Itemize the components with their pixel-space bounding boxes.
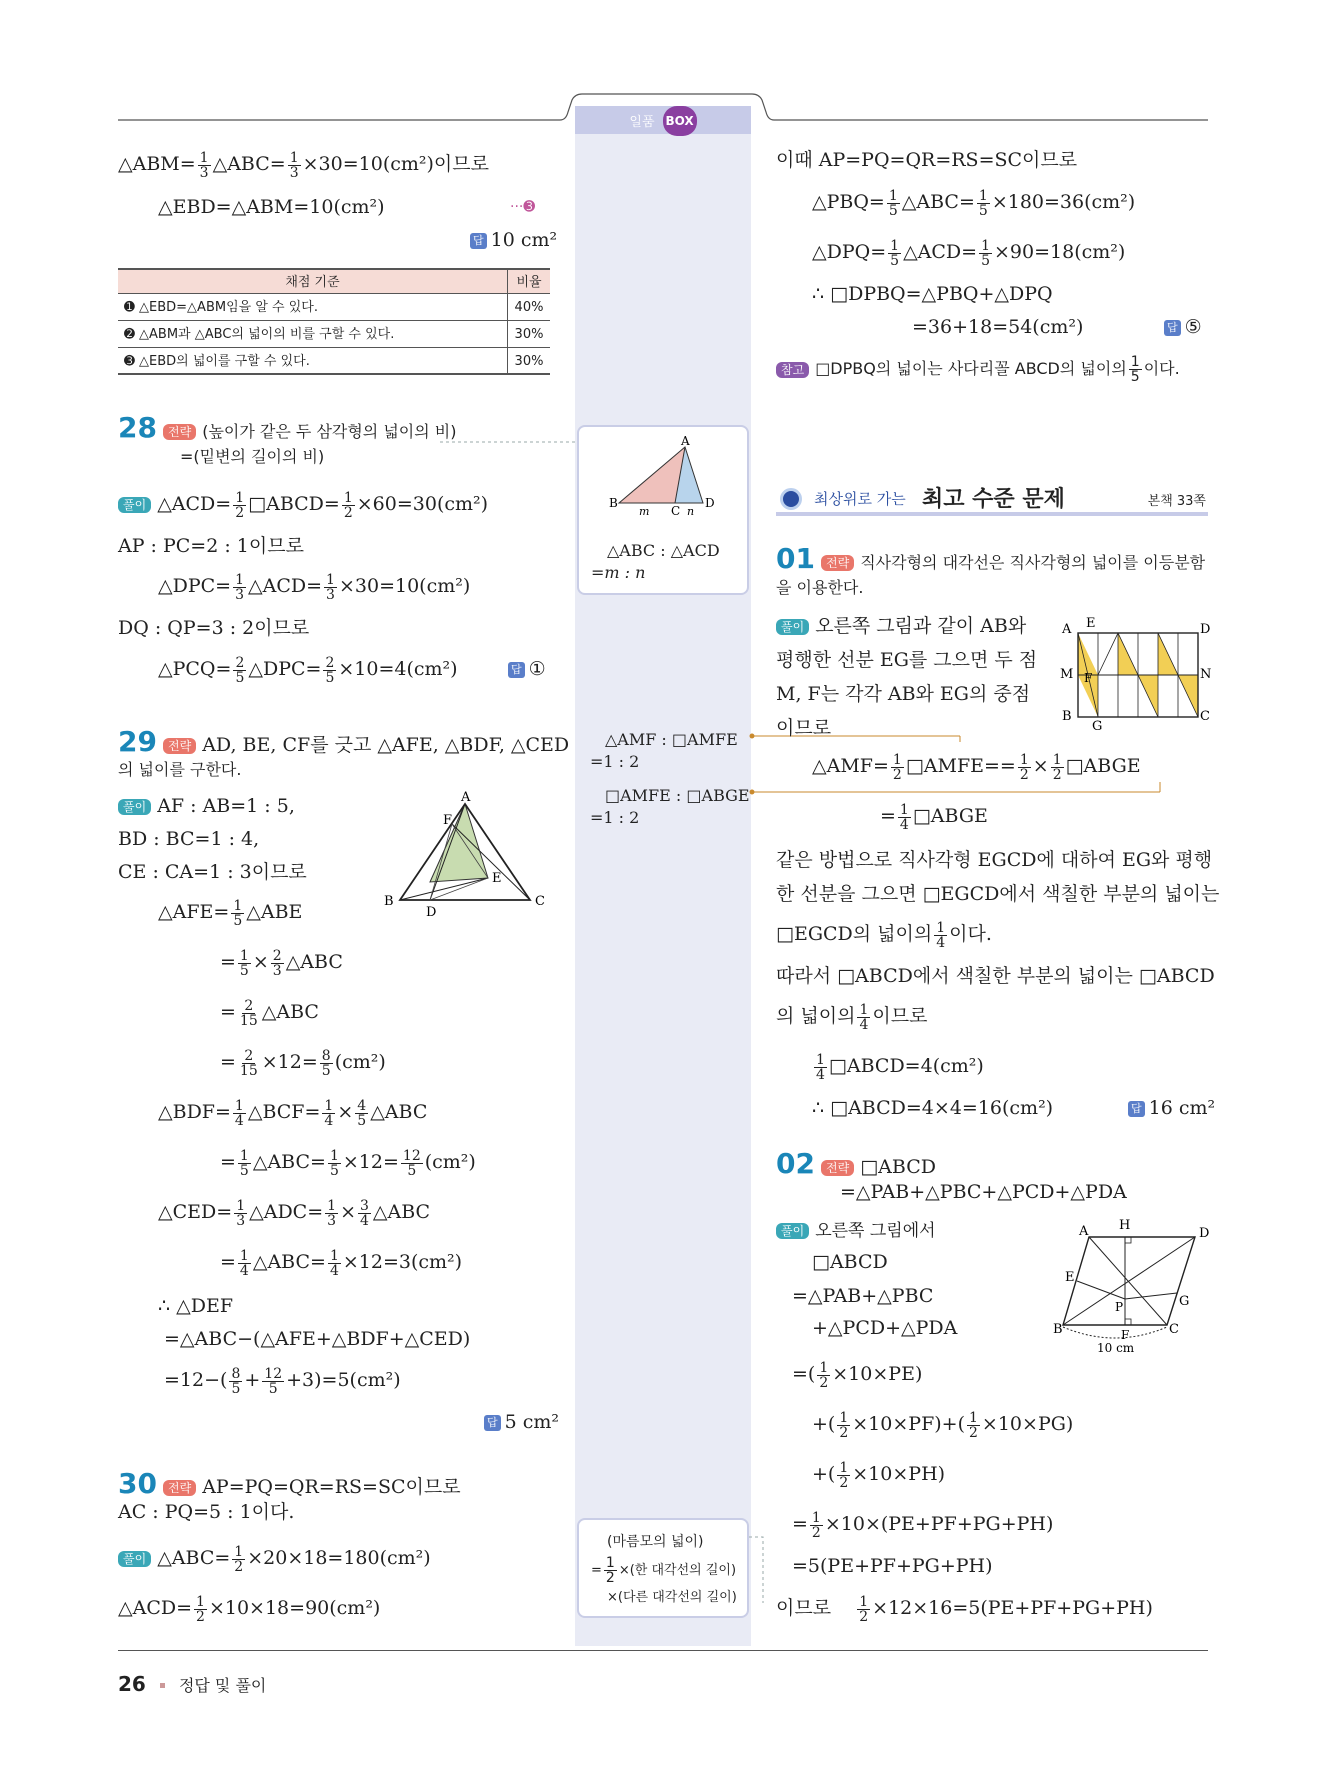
svg-text:A: A	[1079, 1224, 1089, 1239]
svg-text:D: D	[1199, 1226, 1210, 1241]
q01-final-2: ∴ □ABCD=4×4=16(cm²)	[812, 1097, 1054, 1119]
p29-def-2: =△ABC−(△AFE+△BDF+△CED)	[164, 1328, 471, 1350]
q02-line-9: =5(PE+PF+PG+PH)	[792, 1555, 993, 1577]
p28-line-4: DQ : QP=3 : 2이므로	[118, 617, 310, 639]
table-header-criteria: 채점 기준	[118, 270, 508, 293]
ratio-note-2: =m : n	[591, 563, 646, 582]
ratio-note-box	[577, 425, 749, 595]
p29-line-1: 풀이 AF : AB=1 : 5,	[118, 792, 295, 820]
footer-rule	[118, 1650, 1208, 1651]
p29-ced-2: = $\frac{1}{4}$ △ABC= $\frac{1}{4}$ ×12=3(cm²)	[220, 1247, 463, 1279]
svg-text:E: E	[1065, 1270, 1075, 1285]
rhombus-note-3: ×(다른 대각선의 길이)	[607, 1590, 737, 1605]
q01-eq-2: = $\frac{1}{4}$ □ABGE	[880, 801, 988, 833]
right-line-5: =36+18=54(cm²)	[912, 316, 1084, 338]
p28-line-5: △PCQ= $\frac{2}{5}$ △DPC= $\frac{2}{5}$ ×10=4(cm²)	[158, 654, 458, 686]
q02-line-5: =( $\frac{1}{2}$ ×10×PE)	[792, 1359, 923, 1391]
p29-ced-1: △CED= $\frac{1}{3}$ △ADC= $\frac{1}{3}$ × $\frac{3}{4}$ △ABC	[158, 1197, 431, 1229]
rectangle-abcd-figure	[1058, 615, 1218, 734]
q01-para-5: 의 넓이의 $\frac{1}{4}$ 이므로	[776, 1001, 928, 1033]
right-line-3: △DPQ= $\frac{1}{5}$ △ACD= $\frac{1}{5}$ ×90=18(cm²)	[812, 237, 1126, 269]
amf-note-1: △AMF : □AMFE	[605, 730, 738, 749]
q01-line-3: M, F는 각각 AB와 EG의 중점	[776, 683, 1031, 705]
rhombus-note-1: (마름모의 넓이)	[607, 1534, 704, 1550]
p29-line-3: CE : CA=1 : 3이므로	[118, 861, 307, 883]
p29-afe-4: = $\frac{2}{15}$ ×12= $\frac{8}{5}$ (cm²)	[220, 1047, 386, 1079]
p29-def-3: =12−( $\frac{8}{5}$ + $\frac{12}{5}$ +3)=5(cm²)	[164, 1365, 401, 1397]
q01-para-3: □EGCD의 넓이의 $\frac{1}{4}$ 이다.	[776, 919, 992, 951]
q01-strategy-2: 을 이용한다.	[776, 578, 864, 597]
right-line-2: △PBQ= $\frac{1}{5}$ △ABC= $\frac{1}{5}$ ×180=36(cm²)	[812, 187, 1136, 219]
q01-line-1: 풀이 오른쪽 그림과 같이 AB와	[776, 612, 1026, 640]
problem-30-strategy-2: AC : PQ=5 : 1이다.	[118, 1501, 295, 1523]
footer	[118, 1670, 266, 1700]
q02-line-4: +△PCD+△PDA	[812, 1317, 958, 1339]
problem-28-strategy-2: =(밑변의 길이의 비)	[180, 447, 325, 466]
reference-note: 참고 □DPBQ의 넓이는 사다리꼴 ABCD의 넓이의 $\frac{1}{5}$ 이다.	[776, 355, 1180, 384]
left-line-2: △EBD=△ABM=10(cm²)	[158, 196, 385, 218]
q02-line-6: +( $\frac{1}{2}$ ×10×PF)+( $\frac{1}{2}$ ×10×PG)	[812, 1409, 1074, 1441]
p28-line-3: △DPC= $\frac{1}{3}$ △ACD= $\frac{1}{3}$ ×30=10(cm²)	[158, 571, 471, 603]
svg-text:G: G	[1179, 1294, 1190, 1309]
rhombus-note-2: = $\frac{1}{2}$ ×(한 대각선의 길이)	[591, 1555, 737, 1586]
p30-line-1: 풀이 △ABC= $\frac{1}{2}$ ×20×18=180(cm²)	[118, 1544, 431, 1574]
footer-title: 정답 및 풀이	[178, 1676, 267, 1695]
q01-para-1: 같은 방법으로 직사각형 EGCD에 대하여 EG와 평행	[776, 849, 1213, 871]
box-header	[575, 106, 751, 134]
p28-answer: 답 ①	[508, 655, 546, 683]
q01-para-2: 한 선분을 그으면 □EGCD에서 색칠한 부분의 넓이는	[776, 883, 1220, 905]
ratio-note-1: △ABC : △ACD	[607, 541, 720, 560]
svg-text:A: A	[1062, 622, 1072, 637]
q01-line-2: 평행한 선분 EG를 그으면 두 점	[776, 649, 1038, 671]
box-badge: BOX	[663, 106, 697, 136]
section-dot-icon	[780, 488, 802, 510]
q02-line-10: 이므로 $\frac{1}{2}$ ×12×16=5(PE+PF+PG+PH)	[776, 1593, 1153, 1625]
svg-text:N: N	[1200, 667, 1212, 682]
svg-text:G: G	[1092, 719, 1103, 734]
q01-header: 01 전략 직사각형의 대각선은 직사각형의 넓이를 이등분함	[776, 542, 1206, 575]
svg-text:C: C	[671, 504, 681, 518]
q01-para-4: 따라서 □ABCD에서 색칠한 부분의 넓이는 □ABCD	[776, 965, 1215, 987]
rhombus-note-box	[577, 1518, 749, 1618]
amfe-note-1: □AMFE : □ABGE	[605, 786, 750, 805]
svg-text:E: E	[1086, 616, 1096, 631]
q01-answer: 답 16 cm²	[1128, 1094, 1215, 1122]
page-number: 26	[118, 1672, 146, 1696]
svg-text:M: M	[1060, 667, 1074, 682]
p29-def-1: ∴ △DEF	[158, 1295, 234, 1317]
answer-box: 답 10 cm²	[470, 226, 557, 254]
p28-line-2: AP : PC=2 : 1이므로	[118, 535, 304, 557]
svg-text:B: B	[609, 496, 618, 510]
right-line-4: ∴ □DPBQ=△PBQ+△DPQ	[812, 283, 1053, 305]
p29-bdf-1: △BDF= $\frac{1}{4}$ △BCF= $\frac{1}{4}$ × $\frac{4}{5}$ △ABC	[158, 1097, 428, 1129]
problem-30-header: 30 전략 AP=PQ=QR=RS=SC이므로	[118, 1467, 461, 1500]
dashed-connector	[440, 440, 580, 444]
step-marker-3: ···➌	[510, 199, 536, 215]
amf-note-2: =1 : 2	[590, 752, 640, 771]
svg-text:P: P	[1115, 1300, 1124, 1314]
svg-text:m: m	[639, 505, 650, 518]
svg-text:C: C	[535, 894, 545, 909]
svg-text:D: D	[705, 496, 715, 510]
section-pre: 최상위로 가는	[814, 490, 906, 508]
p29-line-2: BD : BC=1 : 4,	[118, 828, 260, 850]
right-line-1: 이때 AP=PQ=QR=RS=SC이므로	[776, 149, 1078, 171]
problem-28-header: 28 전략 (높이가 같은 두 삼각형의 넓이의 비)	[118, 411, 457, 444]
p30-answer: 답 ⑤	[1164, 313, 1202, 341]
svg-text:B: B	[384, 894, 394, 909]
svg-text:B: B	[1062, 709, 1072, 724]
svg-text:D: D	[1200, 622, 1211, 637]
section-header	[776, 480, 1208, 516]
p28-line-1: 풀이 △ACD= $\frac{1}{2}$ □ABCD= $\frac{1}{2}$ ×60=30(cm²)	[118, 490, 488, 520]
middle-column-band	[575, 106, 751, 1646]
q02-line-8: = $\frac{1}{2}$ ×10×(PE+PF+PG+PH)	[792, 1509, 1054, 1541]
table-row: ➋ △ABM과 △ABC의 넓이의 비를 구할 수 있다.	[118, 321, 508, 347]
p29-answer: 답 5 cm²	[484, 1408, 559, 1436]
section-ref: 본책 33쪽	[1147, 494, 1206, 509]
svg-text:D: D	[426, 905, 437, 920]
q02-line-1: 풀이 오른쪽 그림에서	[776, 1216, 936, 1245]
section-title: 최고 수준 문제	[922, 487, 1065, 512]
q01-final-1: $\frac{1}{4}$ □ABCD=4(cm²)	[816, 1051, 984, 1083]
svg-text:F: F	[443, 813, 453, 828]
scoring-table: 채점 기준 비율 ➊ △EBD=△ABM임을 알 수 있다. 40% ➋ △ABM과 △ABC의 넓이의 비를 구할 수 있다. 30% ➌ △EBD의 넓이를 구할 수 있다. 30%	[118, 268, 550, 375]
p30-line-2: △ACD= $\frac{1}{2}$ ×10×18=90(cm²)	[118, 1593, 381, 1625]
svg-text:A: A	[461, 790, 471, 805]
p29-afe-1: △AFE= $\frac{1}{5}$ △ABE	[158, 897, 303, 929]
table-header-ratio: 비율	[516, 275, 542, 290]
parallelogram-figure	[1055, 1215, 1215, 1355]
svg-text:C: C	[1200, 709, 1210, 724]
q02-line-7: +( $\frac{1}{2}$ ×10×PH)	[812, 1459, 946, 1491]
q01-line-4: 이므로	[776, 717, 832, 739]
svg-text:H: H	[1119, 1218, 1131, 1233]
svg-text:E: E	[492, 871, 502, 886]
q02-line-3: =△PAB+△PBC	[792, 1285, 934, 1307]
svg-text:A: A	[681, 434, 690, 448]
p29-afe-2: = $\frac{1}{5}$ × $\frac{2}{3}$ △ABC	[220, 947, 343, 979]
table-row: ➊ △EBD=△ABM임을 알 수 있다.	[118, 294, 508, 320]
svg-text:B: B	[1053, 1322, 1063, 1337]
p29-afe-3: = $\frac{2}{15}$ △ABC	[220, 997, 319, 1029]
q02-line-2: □ABCD	[812, 1251, 888, 1273]
svg-text:F: F	[1084, 671, 1093, 685]
q01-eq-1: △AMF= $\frac{1}{2}$ □AMFE== $\frac{1}{2}$ × $\frac{1}{2}$ □ABGE	[812, 751, 1141, 783]
triangle-abcd-figure	[609, 434, 729, 518]
problem-29-strategy-2: 의 넓이를 구한다.	[118, 760, 242, 779]
rhombus-connector	[749, 1535, 769, 1605]
svg-text:10 cm: 10 cm	[1097, 1341, 1135, 1355]
svg-text:C: C	[1169, 1322, 1179, 1337]
q02-strategy-2: =△PAB+△PBC+△PCD+△PDA	[840, 1181, 1127, 1203]
svg-text:n: n	[687, 505, 695, 518]
table-row: ➌ △EBD의 넓이를 구할 수 있다.	[118, 348, 508, 373]
svg-text:F: F	[1121, 1328, 1130, 1342]
amfe-note-2: =1 : 2	[590, 808, 640, 827]
p29-bdf-2: = $\frac{1}{5}$ △ABC= $\frac{1}{5}$ ×12= $\frac{12}{5}$ (cm²)	[220, 1147, 476, 1179]
triangle-def-figure	[380, 790, 550, 920]
problem-29-header: 29 전략 AD, BE, CF를 긋고 △AFE, △BDF, △CED	[118, 725, 570, 758]
box-label: 일품	[629, 115, 655, 130]
left-line-1: △ABM= $\frac{1}{3}$ △ABC= $\frac{1}{3}$ ×30=10(cm²)이므로	[118, 149, 489, 181]
q02-header: 02 전략 □ABCD	[776, 1147, 936, 1180]
